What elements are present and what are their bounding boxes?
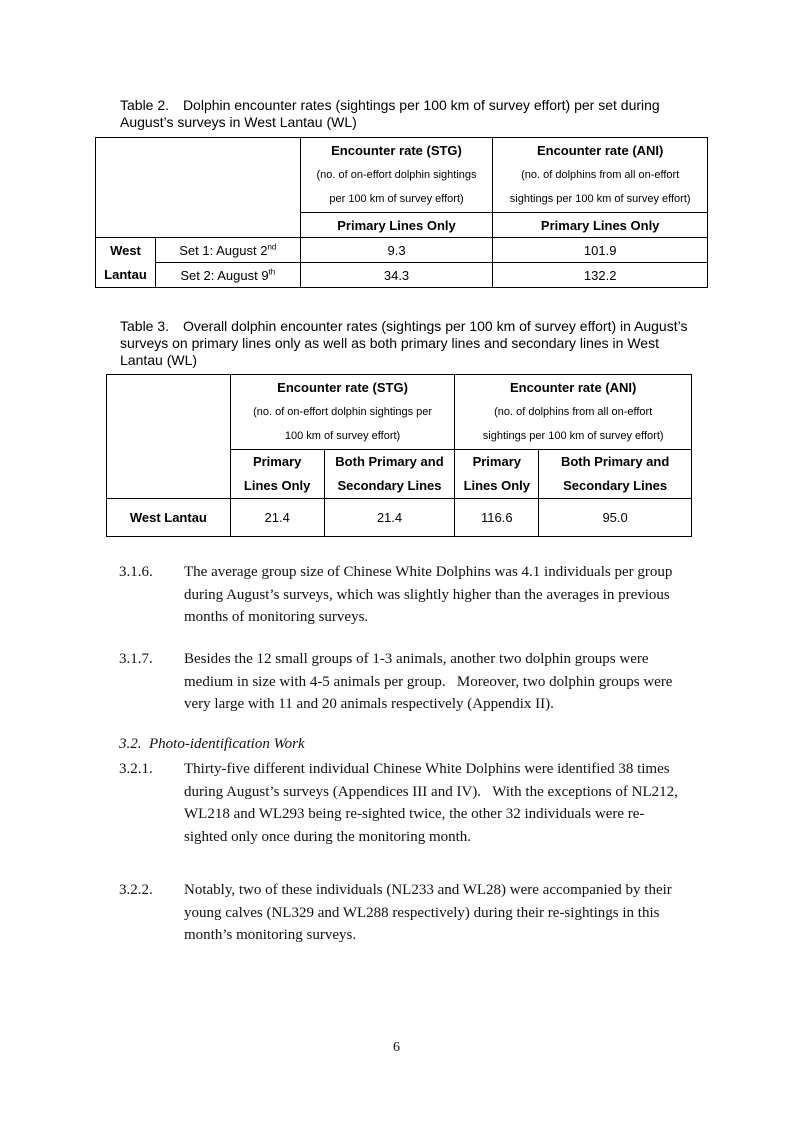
paragraph-3-1-6 [119, 561, 684, 629]
table-2-stg-value: 9.3 [300, 238, 493, 263]
table-3-col-primary-stg: Primary Lines Only [230, 450, 324, 499]
paragraph-number: 3.1.7. [119, 651, 153, 667]
table-2-caption-number: Table 2. [120, 97, 170, 113]
table-2-ani-sub2: sightings per 100 km of survey effort) [509, 193, 691, 205]
table-2-ani-title: Encounter rate (ANI) [536, 143, 664, 158]
table-2-ani-value: 132.2 [493, 263, 708, 288]
paragraph-text: Thirty-five different individual Chinese White Dolphins were identified 38 times during August’s surveys (Appendices III and IV). With the exceptions of NL212, WL218 and WL293 being re-sighted twice, the other 32 individuals were re-sighted only once during the monitoring month. [184, 761, 678, 845]
table-3-header-stg [230, 375, 455, 450]
table-3-header-ani [455, 375, 692, 450]
table-3-col-both-stg: Both Primary and Secondary Lines [324, 450, 455, 499]
table-3-value: 95.0 [539, 499, 692, 537]
table-row [107, 499, 692, 537]
table-3-value: 21.4 [324, 499, 455, 537]
paragraph-text: The average group size of Chinese White Dolphins was 4.1 individuals per group during August’s surveys, which was slightly higher than the averages in previous months of monitoring surveys. [184, 564, 673, 625]
table-2-stg-sub2: per 100 km of survey effort) [329, 193, 464, 205]
paragraph-3-1-7 [119, 648, 684, 716]
table-2-ani-sub1: (no. of dolphins from all on-effort [521, 169, 680, 181]
table-3-row-label: West Lantau [107, 499, 231, 537]
table-2-caption-text: Dolphin encounter rates (sightings per 100 km of survey effort) per set during August’s surveys in West Lantau (WL) [120, 97, 660, 130]
section-heading-3-2: 3.2. Photo-identification Work [119, 736, 305, 752]
table-2-set-label: Set 2: August 9th [155, 263, 300, 288]
table-row [96, 263, 708, 288]
table-2 [95, 137, 708, 288]
paragraph-number: 3.2.1. [119, 761, 153, 777]
table-2-stg-sub1: (no. of on-effort dolphin sightings [316, 169, 477, 181]
table-2-header-ani [493, 138, 708, 213]
table-2-stg-title: Encounter rate (STG) [331, 143, 462, 158]
table-3-ani-sub2: sightings per 100 km of survey effort) [482, 430, 664, 442]
page-number: 6 [393, 1040, 400, 1055]
table-3-value: 21.4 [230, 499, 324, 537]
paragraph-number: 3.2.2. [119, 882, 153, 898]
table-3-stg-sub2: 100 km of survey effort) [284, 430, 401, 442]
paragraph-3-2-2 [119, 879, 684, 947]
table-2-subheader-ani: Primary Lines Only [493, 213, 708, 238]
table-3-empty-corner [107, 375, 231, 499]
table-2-area-bottom: Lantau [96, 263, 156, 288]
table-2-subheader-stg: Primary Lines Only [300, 213, 493, 238]
table-3-caption-number: Table 3. [120, 318, 170, 334]
table-3-col-primary-ani: Primary Lines Only [455, 450, 539, 499]
paragraph-text: Notably, two of these individuals (NL233 and WL28) were accompanied by their young calves (NL329 and WL288 respectively) during their re-sightings in this month’s monitoring surveys. [184, 882, 672, 943]
table-3-ani-title: Encounter rate (ANI) [509, 380, 637, 395]
table-2-area-top: West [96, 238, 156, 263]
table-2-caption [120, 97, 700, 131]
paragraph-3-2-1 [119, 758, 684, 848]
table-3-stg-title: Encounter rate (STG) [277, 380, 408, 395]
table-2-ani-value: 101.9 [493, 238, 708, 263]
table-3-caption-text: Overall dolphin encounter rates (sightings per 100 km of survey effort) in August’s surveys on primary lines only as well as both primary lines and secondary lines in West Lantau (WL) [120, 318, 688, 368]
table-3-stg-sub1: (no. of on-effort dolphin sightings per [253, 406, 433, 418]
table-3 [106, 374, 692, 537]
table-2-empty-corner [96, 138, 301, 238]
table-row [96, 238, 708, 263]
table-3-col-both-ani: Both Primary and Secondary Lines [539, 450, 692, 499]
table-2-stg-value: 34.3 [300, 263, 493, 288]
table-3-ani-sub1: (no. of dolphins from all on-effort [494, 406, 653, 418]
table-2-set-label: Set 1: August 2nd [155, 238, 300, 263]
table-3-caption [120, 318, 700, 369]
paragraph-number: 3.1.6. [119, 564, 153, 580]
table-2-header-stg [300, 138, 493, 213]
paragraph-text: Besides the 12 small groups of 1-3 animals, another two dolphin groups were medium in size with 4-5 animals per group. Moreover, two dolphin groups were very large with 11 and 20 animals respectively (Appendix II). [184, 651, 673, 712]
table-3-value: 116.6 [455, 499, 539, 537]
